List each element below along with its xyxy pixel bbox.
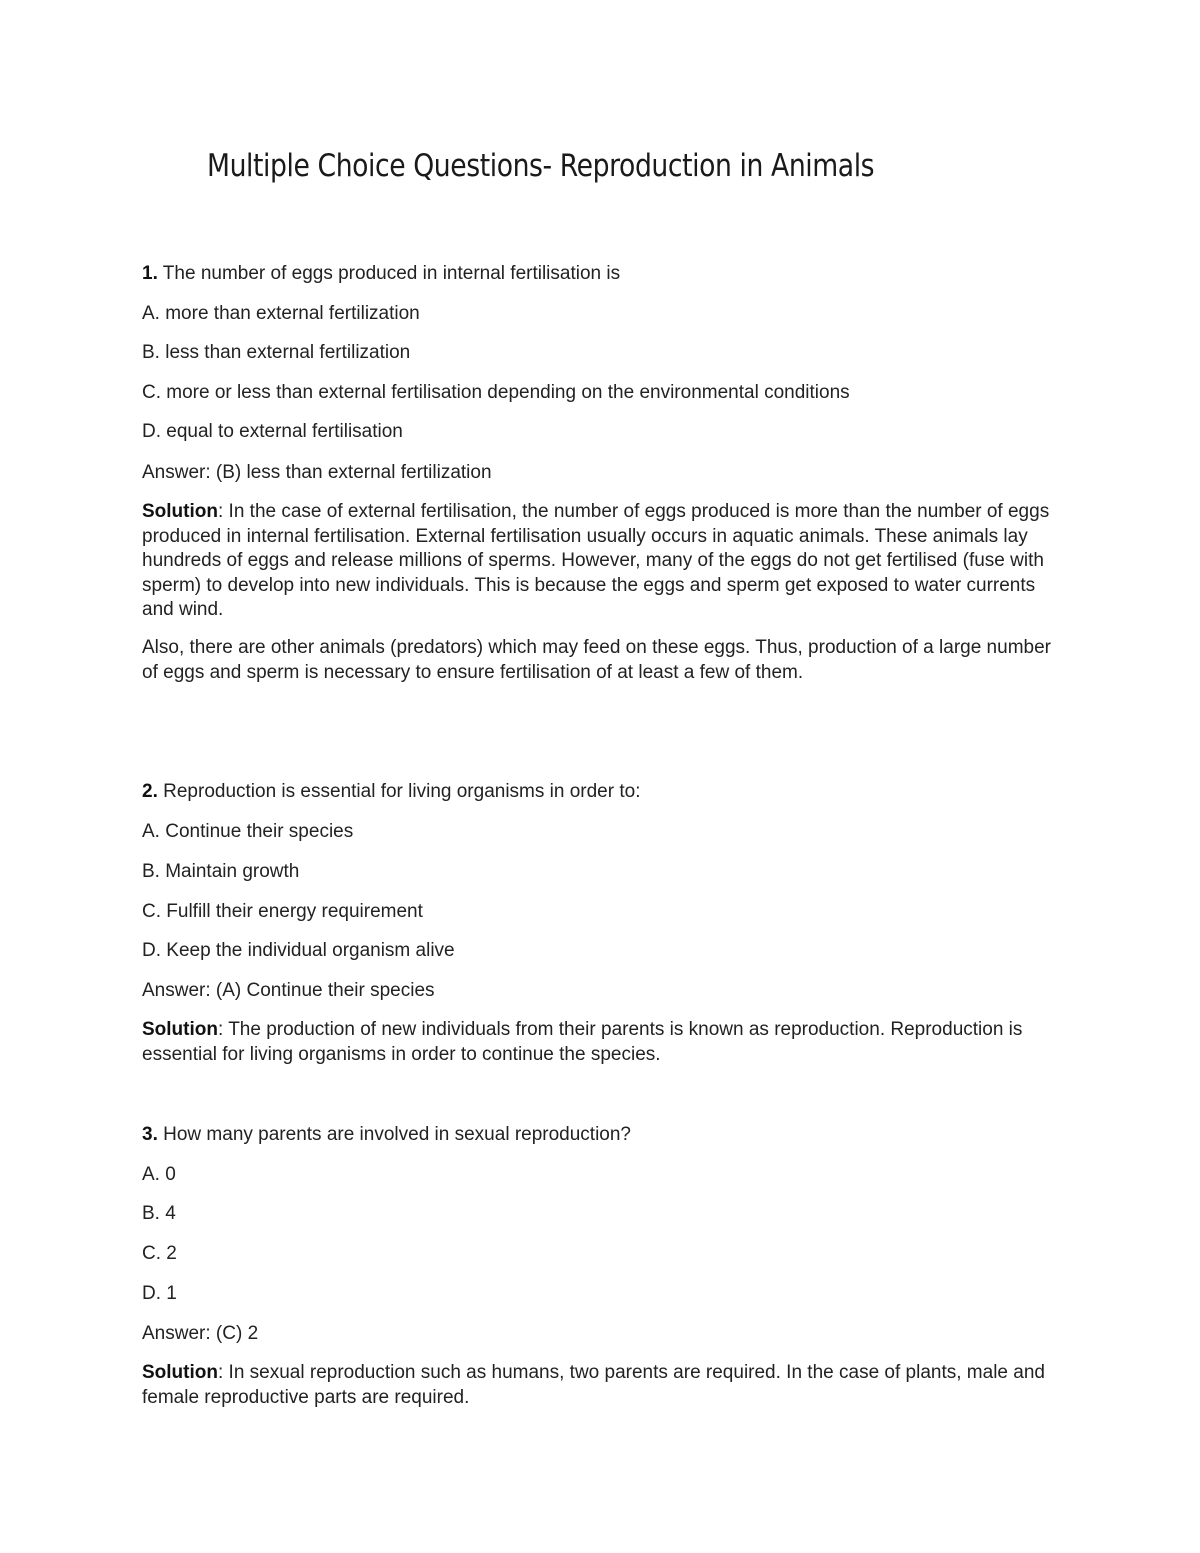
question-2-option-d: D. Keep the individual organism alive — [142, 940, 455, 961]
question-text: Reproduction is essential for living organisms in order to: — [157, 781, 641, 802]
question-3-option-b: B. 4 — [142, 1203, 176, 1224]
question-number: 3. — [142, 1124, 158, 1145]
question-1 — [142, 262, 620, 286]
page-title: Multiple Choice Questions- Reproduction in Animals — [207, 148, 875, 184]
question-number: 2. — [142, 781, 158, 802]
solution-label: Solution — [142, 501, 218, 522]
question-2-option-c: C. Fulfill their energy requirement — [142, 901, 423, 922]
question-1-option-b: B. less than external fertilization — [142, 342, 411, 363]
question-3-option-d: D. 1 — [142, 1283, 177, 1304]
question-3 — [142, 1123, 631, 1147]
question-number: 1. — [142, 263, 158, 284]
question-1-answer: Answer: (B) less than external fertilization — [142, 462, 492, 483]
question-3-solution — [142, 1361, 1057, 1410]
question-2-option-b: B. Maintain growth — [142, 861, 300, 882]
question-1-solution-extra: Also, there are other animals (predators) which may feed on these eggs. Thus, production of a large number of eggs and sperm is necessary to ensure fertilisation of at least a few of them. — [142, 637, 1051, 683]
question-text: How many parents are involved in sexual reproduction? — [157, 1124, 632, 1145]
question-2 — [142, 780, 640, 804]
question-3-option-c: C. 2 — [142, 1243, 177, 1264]
solution-text: : In sexual reproduction such as humans, two parents are required. In the case of plants, male and female reproductive parts are required. — [142, 1362, 1045, 1408]
solution-text: : The production of new individuals from their parents is known as reproduction. Reproduction is essential for living organisms in order to continue the species. — [142, 1019, 1023, 1065]
question-3-option-a: A. 0 — [142, 1164, 176, 1185]
question-3-answer: Answer: (C) 2 — [142, 1323, 259, 1344]
question-2-solution — [142, 1018, 1057, 1067]
question-2-answer: Answer: (A) Continue their species — [142, 980, 435, 1001]
solution-label: Solution — [142, 1362, 218, 1383]
question-2-option-a: A. Continue their species — [142, 821, 354, 842]
question-1-option-d: D. equal to external fertilisation — [142, 421, 403, 442]
question-1-solution — [142, 500, 1057, 623]
solution-text: : In the case of external fertilisation, the number of eggs produced is more than the number of eggs produced in internal fertilisation. External fertilisation usually occurs in aquatic animals. These animals lay hundreds of eggs and release millions of sperms. However, many of the eggs do not get fertilised (fuse with sperm) to develop into new individuals. This is because the eggs and sperm get exposed to water currents and wind. — [142, 501, 1050, 620]
question-1-option-a: A. more than external fertilization — [142, 303, 420, 324]
question-text: The number of eggs produced in internal fertilisation is — [157, 263, 621, 284]
question-1-option-c: C. more or less than external fertilisation depending on the environmental conditions — [142, 382, 850, 403]
solution-label: Solution — [142, 1019, 218, 1040]
